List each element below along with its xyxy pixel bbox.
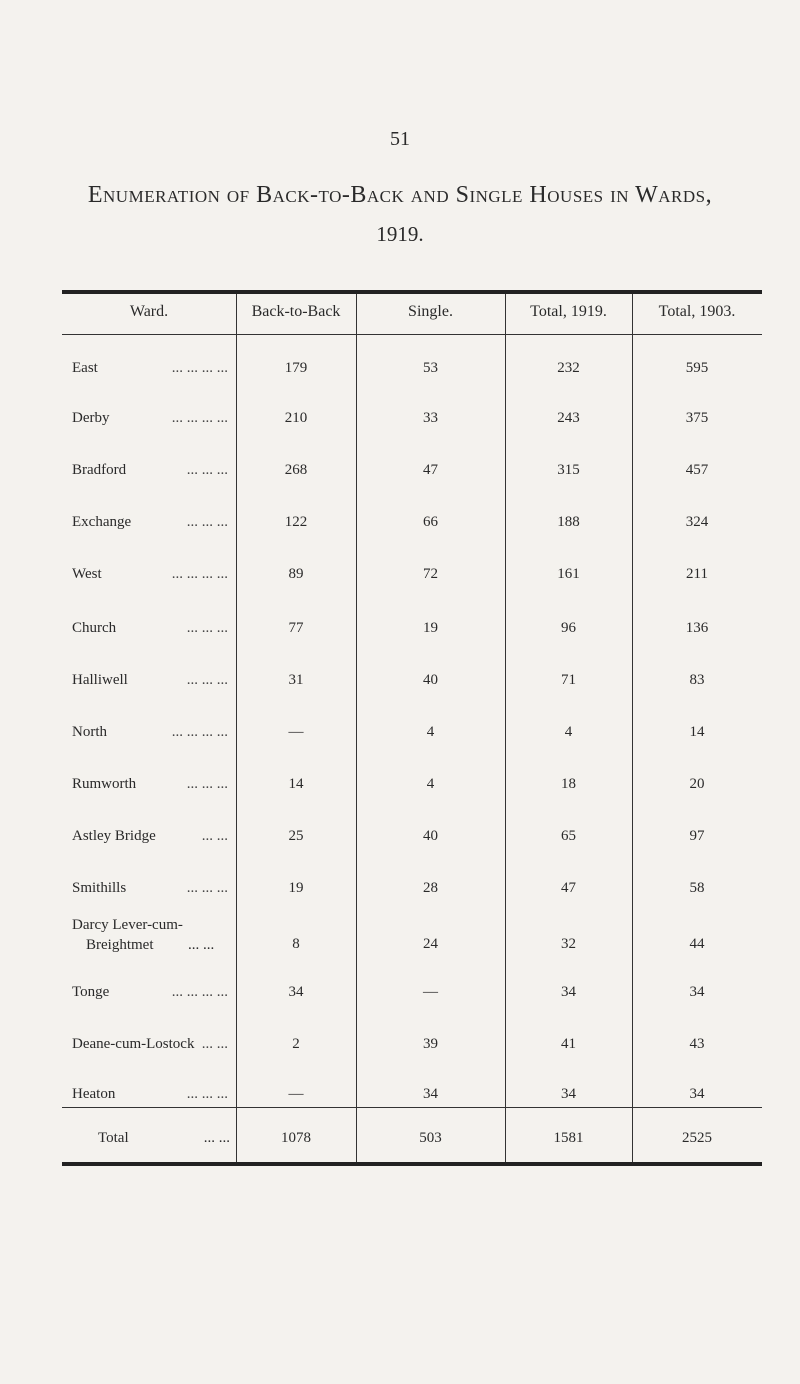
total-1903-cell: 97 xyxy=(689,828,705,844)
page-number: 51 xyxy=(390,128,410,150)
total-1919-cell: 18 xyxy=(561,776,576,792)
leader-dots: ... ... ... ... xyxy=(171,724,228,740)
single-cell: 47 xyxy=(423,462,438,478)
total-1903-cell: 44 xyxy=(689,936,705,952)
total-1903-cell: 20 xyxy=(689,776,705,792)
ward-name: Darcy Lever-cum- xyxy=(72,917,183,933)
total-1903-cell: 43 xyxy=(689,1036,705,1052)
ward-name-line-2: Breightmet xyxy=(86,937,154,953)
back-to-back-cell: 179 xyxy=(284,360,308,376)
total-1919-cell: 161 xyxy=(557,566,580,582)
single-cell: 4 xyxy=(426,724,435,740)
ward-cell xyxy=(72,822,232,850)
column-header-ward: Ward. xyxy=(129,303,169,320)
back-to-back-cell: — xyxy=(288,1086,304,1102)
column-header-single: Single. xyxy=(408,303,453,320)
ward-cell xyxy=(72,666,232,694)
leader-dots: ... ... ... ... xyxy=(171,410,228,426)
leader-dots: ... ... xyxy=(203,1130,230,1146)
total-1903-cell: 324 xyxy=(685,514,709,530)
single-cell: 39 xyxy=(423,1036,438,1052)
leader-dots: ... ... ... xyxy=(186,880,228,896)
leader-dots: ... ... ... xyxy=(186,776,228,792)
leader-dots: ... ... ... ... xyxy=(171,360,228,376)
back-to-back-cell: 8 xyxy=(292,936,300,952)
single-cell: 40 xyxy=(423,828,438,844)
total-1903-cell: 375 xyxy=(685,410,709,426)
total-1903-cell: 457 xyxy=(685,462,709,478)
ward-name: Rumworth xyxy=(72,776,137,792)
total-1919-cell: 315 xyxy=(557,462,580,478)
total-back-to-back-cell: 1078 xyxy=(281,1130,311,1146)
ward-cell xyxy=(72,1030,232,1058)
ward-cell xyxy=(72,614,232,642)
ward-cell xyxy=(72,874,232,902)
ward-cell xyxy=(72,1080,232,1108)
ward-name: West xyxy=(72,566,102,582)
total-1919-cell: 4 xyxy=(564,724,573,740)
back-to-back-cell: 31 xyxy=(288,672,304,688)
leader-dots: ... ... ... xyxy=(186,462,228,478)
back-to-back-cell: 25 xyxy=(288,828,304,844)
ward-cell xyxy=(72,770,232,798)
leader-dots: ... ... xyxy=(201,828,228,844)
single-cell: 28 xyxy=(423,880,438,896)
leader-dots: ... ... ... xyxy=(186,1086,228,1102)
total-1903-cell: 83 xyxy=(689,672,705,688)
ward-name: Smithills xyxy=(72,880,127,896)
total-label: Total xyxy=(98,1130,129,1146)
back-to-back-cell: 268 xyxy=(284,462,308,478)
single-cell: 53 xyxy=(423,360,438,376)
single-cell: 19 xyxy=(423,620,438,636)
ward-name: Bradford xyxy=(72,462,127,478)
total-1919-cell: 188 xyxy=(557,514,580,530)
ward-name: Astley Bridge xyxy=(72,828,156,844)
ward-cell xyxy=(72,404,232,432)
total-1919-cell: 47 xyxy=(561,880,576,896)
ward-name: Exchange xyxy=(72,514,132,530)
leader-dots: ... ... xyxy=(188,937,215,953)
ward-cell xyxy=(72,718,232,746)
leader-dots: ... ... ... xyxy=(186,514,228,530)
ward-name: Tonge xyxy=(72,984,110,1000)
back-to-back-cell: 89 xyxy=(288,566,304,582)
total-1919-cell: 243 xyxy=(557,410,580,426)
total-1919-cell: 232 xyxy=(557,360,580,376)
column-header-total-1903: Total, 1903. xyxy=(658,303,736,320)
total-1919-cell: 71 xyxy=(561,672,576,688)
total-1919-cell: 41 xyxy=(561,1036,576,1052)
total-total-1903-cell: 2525 xyxy=(682,1130,712,1146)
total-total-1919-cell: 1581 xyxy=(553,1130,584,1146)
single-cell: 40 xyxy=(423,672,438,688)
leader-dots: ... ... ... ... xyxy=(171,566,228,582)
total-single-cell: 503 xyxy=(419,1130,442,1146)
leader-dots: ... ... ... xyxy=(186,620,228,636)
ward-name: Church xyxy=(72,620,117,636)
total-1919-cell: 34 xyxy=(561,1086,576,1102)
total-1919-cell: 32 xyxy=(561,936,576,952)
ward-name: Derby xyxy=(72,410,110,426)
ward-cell xyxy=(72,560,232,588)
ward-cell xyxy=(72,456,232,484)
back-to-back-cell: 34 xyxy=(288,984,304,1000)
total-1919-cell: 96 xyxy=(561,620,576,636)
single-cell: — xyxy=(423,984,438,1000)
page-title: Enumeration of Back-to-Back and Single Houses in Wards, xyxy=(87,182,713,208)
ward-cell xyxy=(72,978,232,1006)
single-cell: 34 xyxy=(423,1086,438,1102)
total-1903-cell: 34 xyxy=(689,1086,705,1102)
ward-name: Halliwell xyxy=(72,672,128,688)
single-cell: 72 xyxy=(423,566,438,582)
header-divider xyxy=(62,334,762,335)
page-subtitle-year: 1919. xyxy=(376,222,424,246)
back-to-back-cell: 210 xyxy=(284,410,308,426)
column-header-total-1919: Total, 1919. xyxy=(530,303,607,320)
ward-name: North xyxy=(72,724,107,740)
leader-dots: ... ... ... xyxy=(186,672,228,688)
total-1903-cell: 34 xyxy=(689,984,705,1000)
total-1903-cell: 136 xyxy=(685,620,709,636)
total-label-cell xyxy=(98,1124,234,1152)
back-to-back-cell: 19 xyxy=(288,880,304,896)
ward-name: Heaton xyxy=(72,1086,116,1102)
ward-name: East xyxy=(72,360,98,376)
single-cell: 66 xyxy=(423,514,438,530)
leader-dots: ... ... ... ... xyxy=(171,984,228,1000)
leader-dots: ... ... xyxy=(201,1036,228,1052)
column-header-back-to-back: Back-to-Back xyxy=(251,303,341,320)
back-to-back-cell: 14 xyxy=(288,776,304,792)
back-to-back-cell: 122 xyxy=(284,514,308,530)
single-cell: 4 xyxy=(426,776,435,792)
back-to-back-cell: — xyxy=(288,724,304,740)
ward-cell xyxy=(72,508,232,536)
total-1903-cell: 14 xyxy=(689,724,705,740)
total-1903-cell: 58 xyxy=(689,880,705,896)
total-1903-cell: 595 xyxy=(685,360,709,376)
single-cell: 33 xyxy=(423,410,438,426)
ward-cell xyxy=(72,354,232,382)
total-1919-cell: 65 xyxy=(561,828,576,844)
total-1903-cell: 211 xyxy=(686,566,708,582)
ward-name: Deane-cum-Lostock xyxy=(72,1036,195,1052)
ward-houses-table xyxy=(62,290,762,1166)
total-1919-cell: 34 xyxy=(561,984,576,1000)
back-to-back-cell: 2 xyxy=(292,1036,300,1052)
single-cell: 24 xyxy=(423,936,438,952)
back-to-back-cell: 77 xyxy=(288,620,304,636)
